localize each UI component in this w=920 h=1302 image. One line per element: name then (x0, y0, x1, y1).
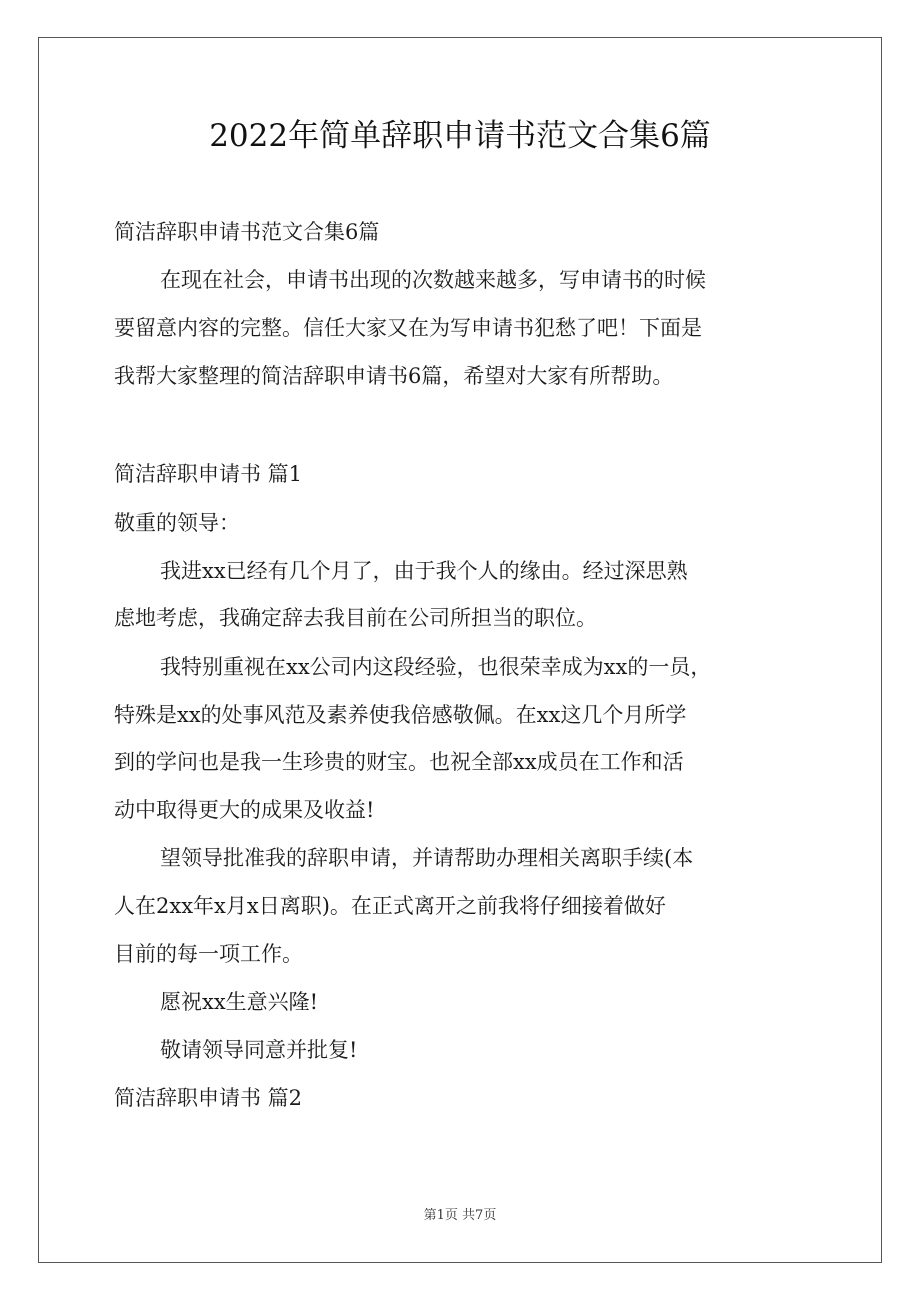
paragraph-line: 到的学问也是我一生珍贵的财宝。也祝全部xx成员在工作和活 (114, 750, 684, 774)
paragraph-line: 特殊是xx的处事风范及素养使我倍感敬佩。在xx这几个月所学 (114, 703, 687, 727)
paragraph-line: 我帮大家整理的简洁辞职申请书6篇，希望对大家有所帮助。 (114, 364, 674, 388)
paragraph-line: 人在2xx年x月x日离职)。在正式离开之前我将仔细接着做好 (114, 894, 666, 918)
closing-line: 敬请领导同意并批复! (160, 1038, 358, 1062)
page-number-footer: 第1页 共7页 (423, 1208, 497, 1223)
salutation: 敬重的领导： (114, 511, 240, 535)
paragraph-line: 要留意内容的完整。信任大家又在为写申请书犯愁了吧！下面是 (114, 316, 702, 340)
document-subtitle: 简洁辞职申请书范文合集6篇 (114, 220, 380, 244)
document-title: 2022年简单辞职申请书范文合集6篇 (209, 118, 711, 154)
paragraph-line: 虑地考虑，我确定辞去我目前在公司所担当的职位。 (114, 606, 597, 630)
paragraph-line: 在现在社会，申请书出现的次数越来越多，写申请书的时候 (160, 268, 706, 292)
closing-line: 愿祝xx生意兴隆! (160, 990, 319, 1014)
paragraph-line: 我特别重视在xx公司内这段经验，也很荣幸成为xx的一员， (160, 655, 712, 679)
paragraph-line: 动中取得更大的成果及收益! (114, 798, 375, 822)
paragraph-line: 我进xx已经有几个月了，由于我个人的缘由。经过深思熟 (160, 559, 688, 583)
section-heading: 简洁辞职申请书 篇1 (114, 462, 303, 486)
section-heading: 简洁辞职申请书 篇2 (114, 1086, 303, 1110)
paragraph-line: 望领导批准我的辞职申请，并请帮助办理相关离职手续(本 (160, 846, 694, 870)
paragraph-line: 目前的每一项工作。 (114, 942, 303, 966)
